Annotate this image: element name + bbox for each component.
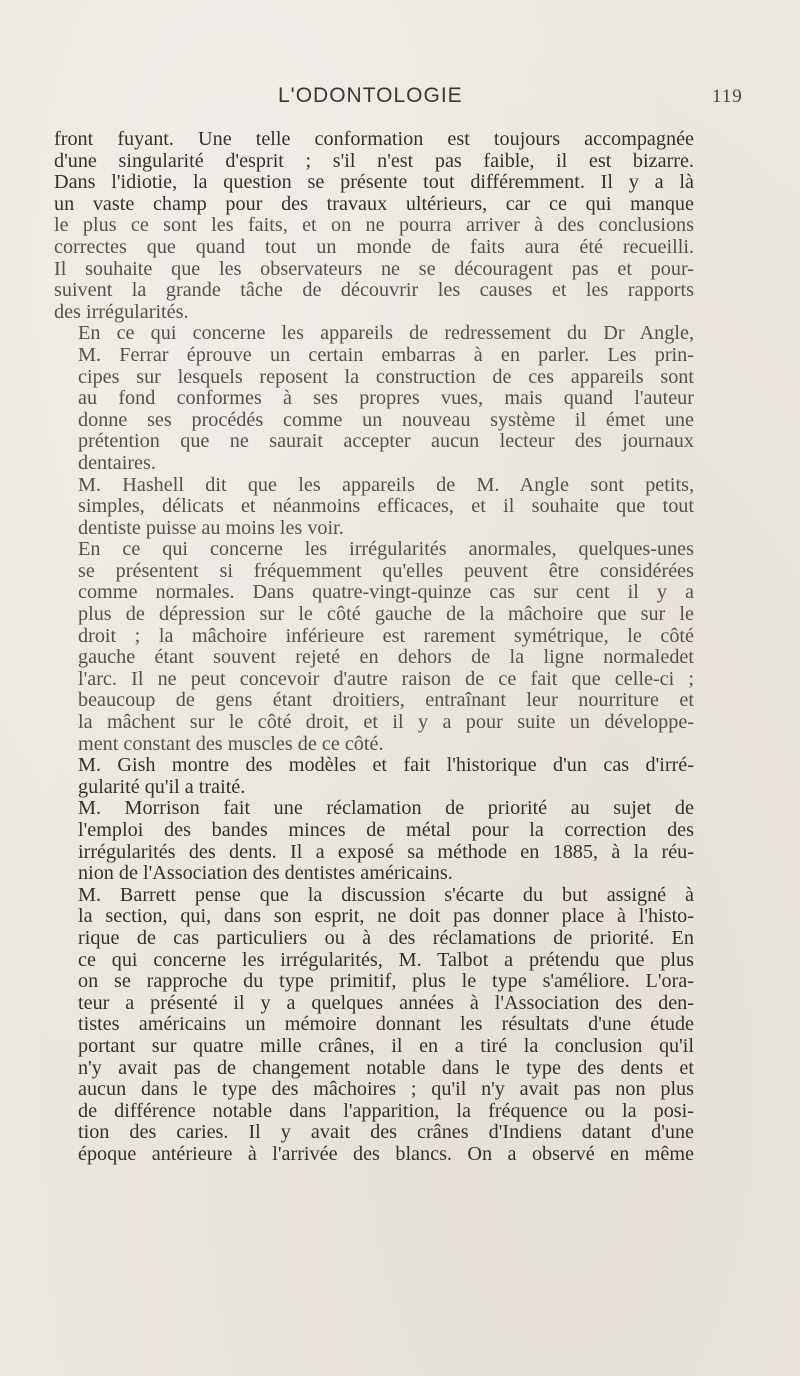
- text-line: donne ses procédés comme un nouveau système il émet une: [78, 408, 694, 431]
- text-line: M. Ferrar éprouve un certain embarras à en parler. Les prin-: [78, 343, 694, 366]
- text-line: dentiste puisse au moins les voir.: [78, 516, 344, 539]
- text-line: nion de l'Association des dentistes américains.: [78, 862, 453, 885]
- text-line: n'y avait pas de changement notable dans le type des dents et: [78, 1056, 694, 1079]
- text-line: ment constant des muscles de ce côté.: [78, 732, 384, 755]
- text-line: le plus ce sont les faits, et on ne pourra arriver à des conclusions: [54, 214, 694, 237]
- text-line: rique de cas particuliers ou à des réclamations de priorité. En: [78, 926, 694, 949]
- text-line: la mâchent sur le côté droit, et il y a pour suite un développe-: [78, 711, 694, 734]
- running-header: [0, 84, 800, 114]
- text-line: comme normales. Dans quatre-vingt-quinze cas sur cent il y a: [78, 581, 694, 604]
- text-line: Dans l'idiotie, la question se présente tout différemment. Il y a là: [54, 171, 694, 194]
- text-line: droit ; la mâchoire inférieure est rarement symétrique, le côté: [78, 624, 694, 647]
- journal-title: L'ODONTOLOGIE: [278, 84, 463, 107]
- text-line: M. Hashell dit que les appareils de M. Angle sont petits,: [78, 473, 694, 496]
- text-line: En ce qui concerne les appareils de redressement du Dr Angle,: [78, 322, 694, 345]
- text-line: correctes que quand tout un monde de faits aura été recueilli.: [54, 235, 694, 258]
- paragraph-6: [54, 798, 694, 884]
- paragraph-2: [54, 323, 694, 474]
- text-line: de différence notable dans l'apparition, la fréquence ou la posi-: [78, 1099, 694, 1122]
- text-line: au fond conformes à ses propres vues, mais quand l'auteur: [78, 387, 694, 410]
- text-line: tistes américains un mémoire donnant les résultats d'une étude: [78, 1013, 694, 1036]
- text-line: l'emploi des bandes minces de métal pour la correction des: [78, 819, 694, 841]
- text-line: ce qui concerne les irrégularités, M. Talbot a prétendu que plus: [78, 948, 694, 971]
- text-line: dentaires.: [78, 451, 156, 474]
- text-line: cipes sur lesquels reposent la construction de ces appareils sont: [78, 365, 694, 388]
- text-line: beaucoup de gens étant droitiers, entraînant leur nourriture et: [78, 689, 694, 712]
- paragraph-3: [54, 475, 694, 540]
- text-line: la section, qui, dans son esprit, ne doit pas donner place à l'histo-: [78, 905, 694, 928]
- text-line: on se rapproche du type primitif, plus le type s'améliore. L'ora-: [78, 970, 694, 993]
- paragraph-1: [54, 129, 694, 323]
- text-line: des irrégularités.: [54, 300, 189, 323]
- text-line: un vaste champ pour des travaux ultérieurs, car ce qui manque: [54, 192, 694, 215]
- text-line: plus de dépression sur le côté gauche de la mâchoire que sur le: [78, 603, 694, 626]
- paragraph-7: [54, 885, 694, 1166]
- text-line: front fuyant. Une telle conformation est toujours accompagnée: [54, 128, 694, 150]
- text-line: Il souhaite que les observateurs ne se découragent pas et pour-: [54, 257, 694, 280]
- text-line: M. Gish montre des modèles et fait l'historique d'un cas d'irré-: [78, 754, 694, 777]
- text-line: l'arc. Il ne peut concevoir d'autre raison de ce fait que celle-ci ;: [78, 667, 694, 690]
- text-line: époque antérieure à l'arrivée des blancs. On a observé en même: [78, 1142, 694, 1165]
- text-line: aucun dans le type des mâchoires ; qu'il n'y avait pas non plus: [78, 1078, 694, 1101]
- body-text: [54, 129, 694, 1166]
- text-line: simples, délicats et néanmoins efficaces, et il souhaite que tout: [78, 495, 694, 518]
- text-line: irrégularités des dents. Il a exposé sa méthode en 1885, à la réu-: [78, 840, 694, 863]
- text-line: teur a présenté il y a quelques années à l'Association des den-: [78, 991, 694, 1014]
- text-line: portant sur quatre mille crânes, il en a tiré la conclusion qu'il: [78, 1034, 694, 1057]
- text-line: M. Barrett pense que la discussion s'écarte du but assigné à: [78, 883, 694, 906]
- paragraph-4: [54, 539, 694, 755]
- paragraph-5: [54, 755, 694, 798]
- page-number: 119: [712, 86, 743, 107]
- text-line: gauche étant souvent rejeté en dehors de la ligne normaledet: [78, 646, 694, 669]
- text-line: suivent la grande tâche de découvrir les causes et les rapports: [54, 279, 694, 302]
- text-line: En ce qui concerne les irrégularités anormales, quelques-unes: [78, 538, 694, 561]
- text-line: d'une singularité d'esprit ; s'il n'est pas faible, il est bizarre.: [54, 149, 694, 172]
- text-line: M. Morrison fait une réclamation de priorité au sujet de: [78, 797, 694, 820]
- text-line: prétention que ne saurait accepter aucun lecteur des journaux: [78, 430, 694, 453]
- text-line: se présentent si fréquemment qu'elles peuvent être considérées: [78, 559, 694, 582]
- text-line: tion des caries. Il y avait des crânes d'Indiens datant d'une: [78, 1121, 694, 1144]
- text-line: gularité qu'il a traité.: [78, 775, 246, 798]
